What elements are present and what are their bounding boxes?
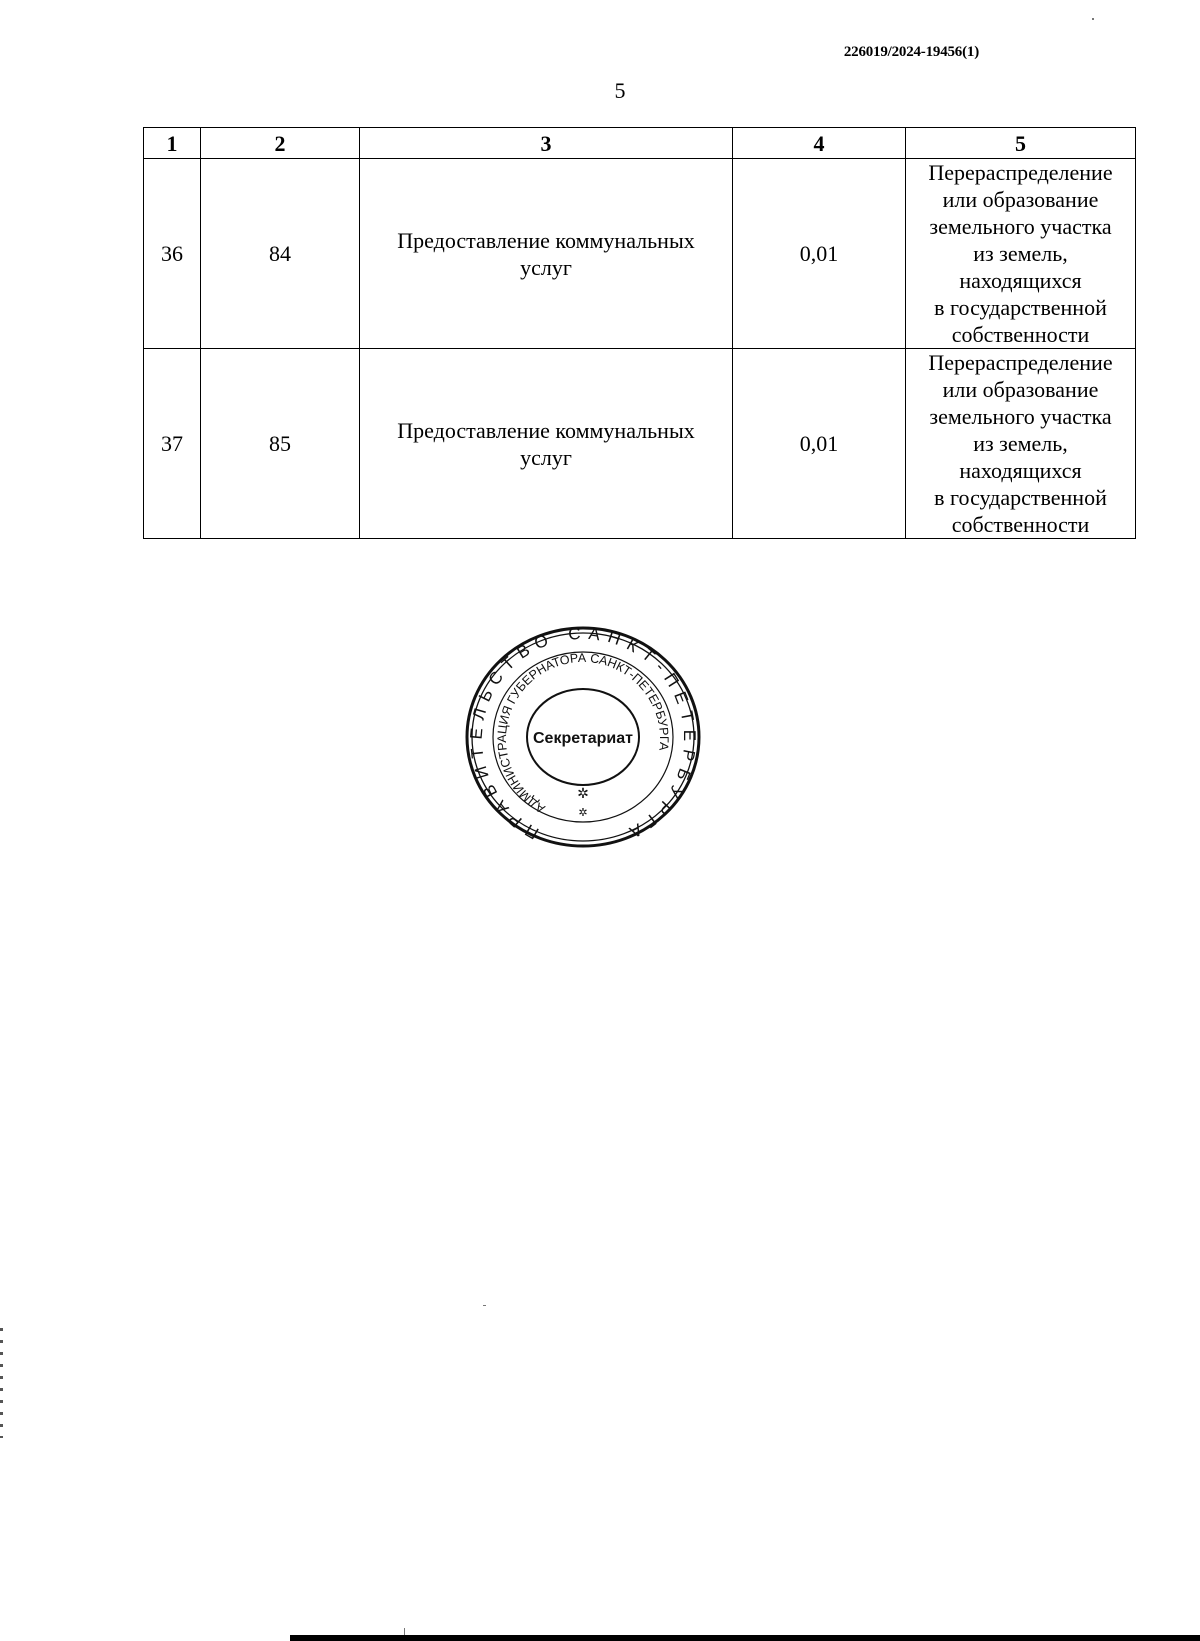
scan-bottom-edge (290, 1635, 1200, 1641)
purpose-text: Предоставление коммунальных услуг (397, 227, 695, 280)
row-number-cell: 37 (144, 349, 201, 539)
basis-line: собственности (951, 512, 1090, 537)
column-header: 1 (144, 128, 201, 159)
column-header: 5 (906, 128, 1136, 159)
column-header: 2 (201, 128, 360, 159)
basis-cell (906, 349, 1136, 539)
purpose-text: Предоставление коммунальных услуг (397, 417, 695, 470)
basis-line: в государственной (934, 485, 1107, 510)
basis-line: или образование (942, 377, 1099, 402)
purpose-cell (360, 159, 733, 349)
basis-line: Перераспределение (928, 160, 1113, 185)
basis-line: собственности (951, 322, 1090, 347)
seal-outer-path: ПРАВИТЕЛЬСТВО САНКТ-ПЕТЕРБУРГА (466, 626, 700, 846)
official-seal (463, 626, 703, 848)
scan-edge-marks (0, 1328, 3, 1438)
purpose-cell (360, 349, 733, 539)
scan-speck (404, 1628, 405, 1635)
area-cell: 0,01 (733, 159, 906, 349)
table-row (144, 349, 1136, 539)
basis-line: из земель, (973, 431, 1068, 456)
registry-table (143, 127, 1136, 539)
basis-line: находящихся (959, 268, 1082, 293)
area-cell: 0,01 (733, 349, 906, 539)
table-header-row (144, 128, 1136, 159)
basis-line: в государственной (934, 295, 1107, 320)
table-row (144, 159, 1136, 349)
basis-line: земельного участка (929, 214, 1112, 239)
plot-number-cell: 84 (201, 159, 360, 349)
seal-star-icon: ✲ (577, 787, 589, 802)
document-number: 226019/2024-19456(1) (843, 44, 979, 60)
seal-star-icon: ✲ (578, 807, 588, 819)
basis-line: из земель, (973, 241, 1068, 266)
page-number: 5 (614, 78, 626, 103)
column-header: 3 (360, 128, 733, 159)
scan-speck (483, 1305, 486, 1306)
scan-speck (1092, 18, 1094, 20)
basis-line: земельного участка (929, 404, 1112, 429)
seal-center-text: Секретариат (533, 730, 633, 747)
column-header: 4 (733, 128, 906, 159)
basis-line: находящихся (959, 458, 1082, 483)
plot-number-cell: 85 (201, 349, 360, 539)
seal-inner-path: АДМИНИСТРАЦИЯ ГУБЕРНАТОРА САНКТ-ПЕТЕРБУРГА (494, 650, 672, 816)
basis-line: или образование (942, 187, 1099, 212)
basis-line: Перераспределение (928, 350, 1113, 375)
row-number-cell: 36 (144, 159, 201, 349)
basis-cell (906, 159, 1136, 349)
